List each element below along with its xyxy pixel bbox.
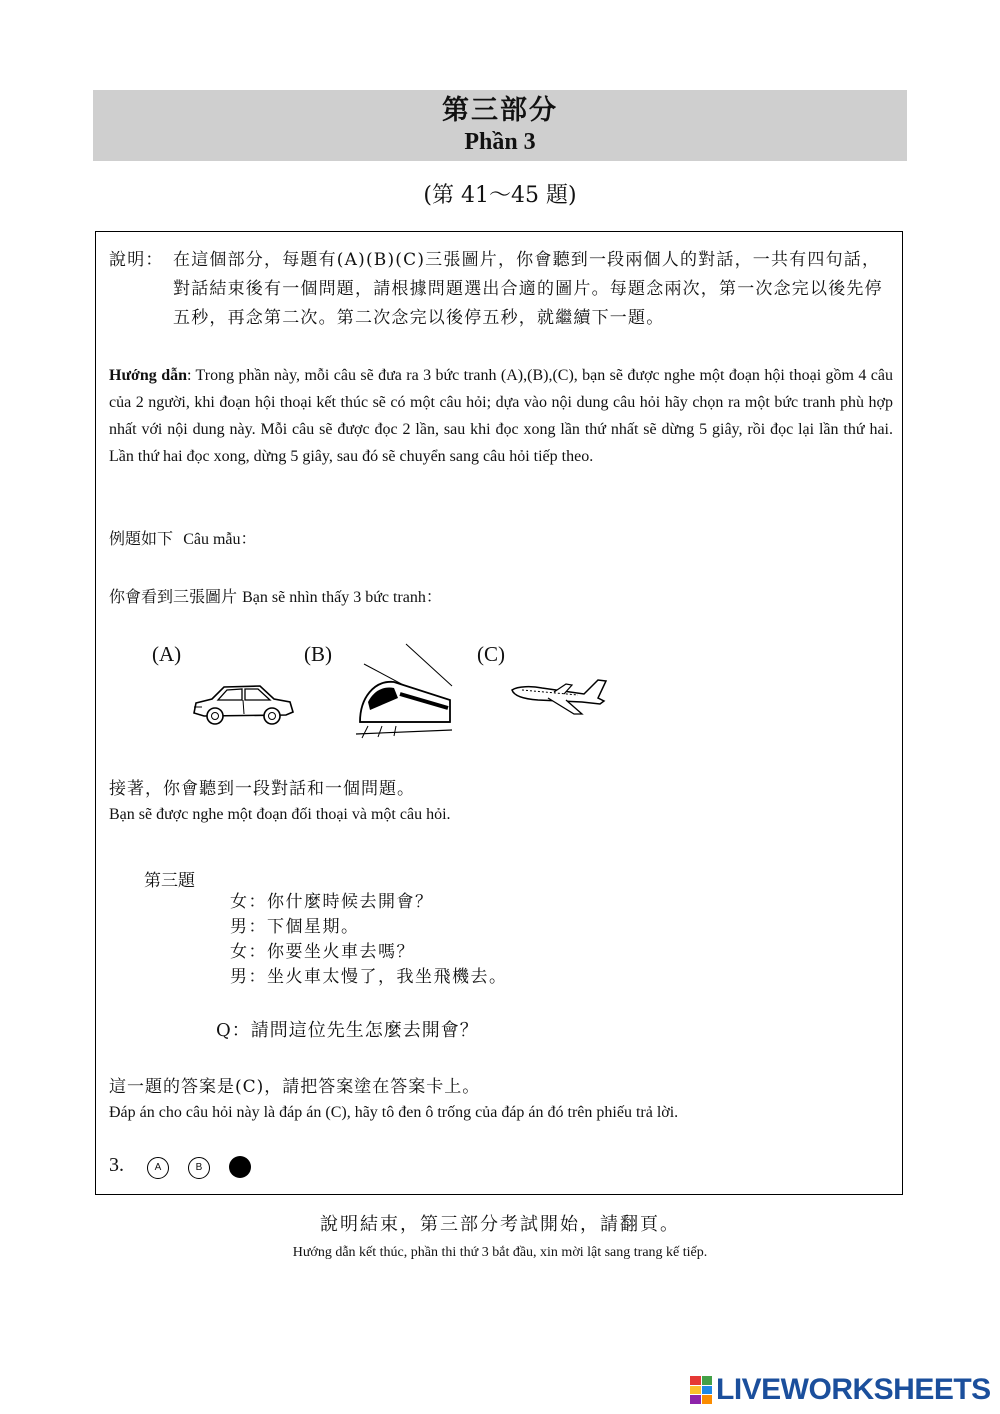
- section-header: [93, 90, 907, 161]
- liveworksheets-logo: [690, 1373, 991, 1407]
- instructions-label-vi: Hướng dẫn: [109, 367, 187, 384]
- question-range: (第 41～45 題): [423, 183, 577, 208]
- section-title-vi: Phần 3: [464, 129, 536, 155]
- dialog-line: 男：坐火車太慢了，我坐飛機去。: [230, 967, 508, 987]
- dialog-line: 女：你要坐火車去嗎？: [230, 942, 415, 962]
- picture-label-b: (B): [304, 642, 332, 666]
- then-listen-vi: Bạn sẽ được nghe một đoạn đối thoại và một câu hỏi.: [109, 806, 451, 823]
- instructions-label-zh: 說明：: [109, 250, 164, 270]
- answer-zh: 這一題的答案是(C)，請把答案塗在答案卡上。: [109, 1077, 481, 1097]
- train-icon: [354, 642, 454, 742]
- logo-icon: [690, 1376, 712, 1404]
- instruction-box: [95, 231, 903, 1195]
- see-pictures-zh: 你會看到三張圖片: [109, 587, 238, 606]
- see-pictures-vi: Bạn sẽ nhìn thấy 3 bức tranh：: [242, 589, 442, 606]
- option-c-bubble-filled[interactable]: [229, 1156, 251, 1178]
- footer-vi: Hướng dẫn kết thúc, phần thi thứ 3 bắt đầu, xin mời lật sang trang kế tiếp.: [292, 1245, 708, 1260]
- picture-label-a: (A): [152, 642, 182, 666]
- airplane-icon: [508, 676, 610, 722]
- then-listen-zh: 接著，你會聽到一段對話和一個問題。: [109, 779, 415, 799]
- example-label: [109, 526, 257, 549]
- example-label-vi: Câu mẫu：: [183, 531, 257, 548]
- example-question: Q：請問這位先生怎麼去開會？: [216, 1020, 479, 1041]
- option-number: 3.: [109, 1154, 124, 1176]
- footer-zh: 說明結束，第三部分考試開始，請翻頁。: [320, 1214, 680, 1235]
- see-pictures-line: [109, 584, 442, 607]
- instructions-vi: [109, 362, 893, 470]
- logo-text: LIVEWORKSHEETS: [716, 1373, 991, 1406]
- option-a-bubble[interactable]: A: [147, 1157, 169, 1179]
- section-title-zh: 第三部分: [442, 95, 558, 126]
- instructions-zh: [109, 246, 889, 333]
- car-icon: [190, 679, 296, 727]
- example-label-zh: 例題如下: [109, 529, 174, 548]
- dialog: [230, 890, 508, 990]
- option-b-bubble[interactable]: B: [188, 1157, 210, 1179]
- instructions-text-zh: 在這個部分，每題有(A)(B)(C)三張圖片，你會聽到一段兩個人的對話，一共有四句話，對話結束後有一個問題，請根據問題選出合適的圖片。每題念兩次，第一次念完以後先停五秒，再念第二次。第二次念完以後停五秒，就繼續下一題。: [173, 250, 883, 328]
- dialog-line: 女：你什麼時候去開會？: [230, 892, 434, 912]
- picture-label-c: (C): [477, 642, 505, 666]
- dialog-line: 男：下個星期。: [230, 917, 360, 937]
- instructions-text-vi: : Trong phần này, mỗi câu sẽ đưa ra 3 bức tranh (A),(B),(C), bạn sẽ được nghe một đoạn hội thoại gồm 4 câu của 2 người, khi đoạn hội thoại kết thúc sẽ có một câu hỏi; dựa vào nội dung câu hỏi hãy chọn ra một bức tranh phù hợp nhất với nội dung này. Mỗi câu sẽ được đọc 2 lần, sau khi đọc xong lần thứ nhất sẽ dừng 5 giây, rồi đọc lại lần thứ hai. Lần thứ hai đọc xong, dừng 5 giây, sau đó sẽ chuyển sang câu hỏi tiếp theo.: [109, 367, 893, 465]
- question-title: 第三題: [144, 871, 195, 891]
- answer-vi: Đáp án cho câu hỏi này là đáp án (C), hãy tô đen ô trống của đáp án đó trên phiếu trả lời.: [109, 1104, 679, 1121]
